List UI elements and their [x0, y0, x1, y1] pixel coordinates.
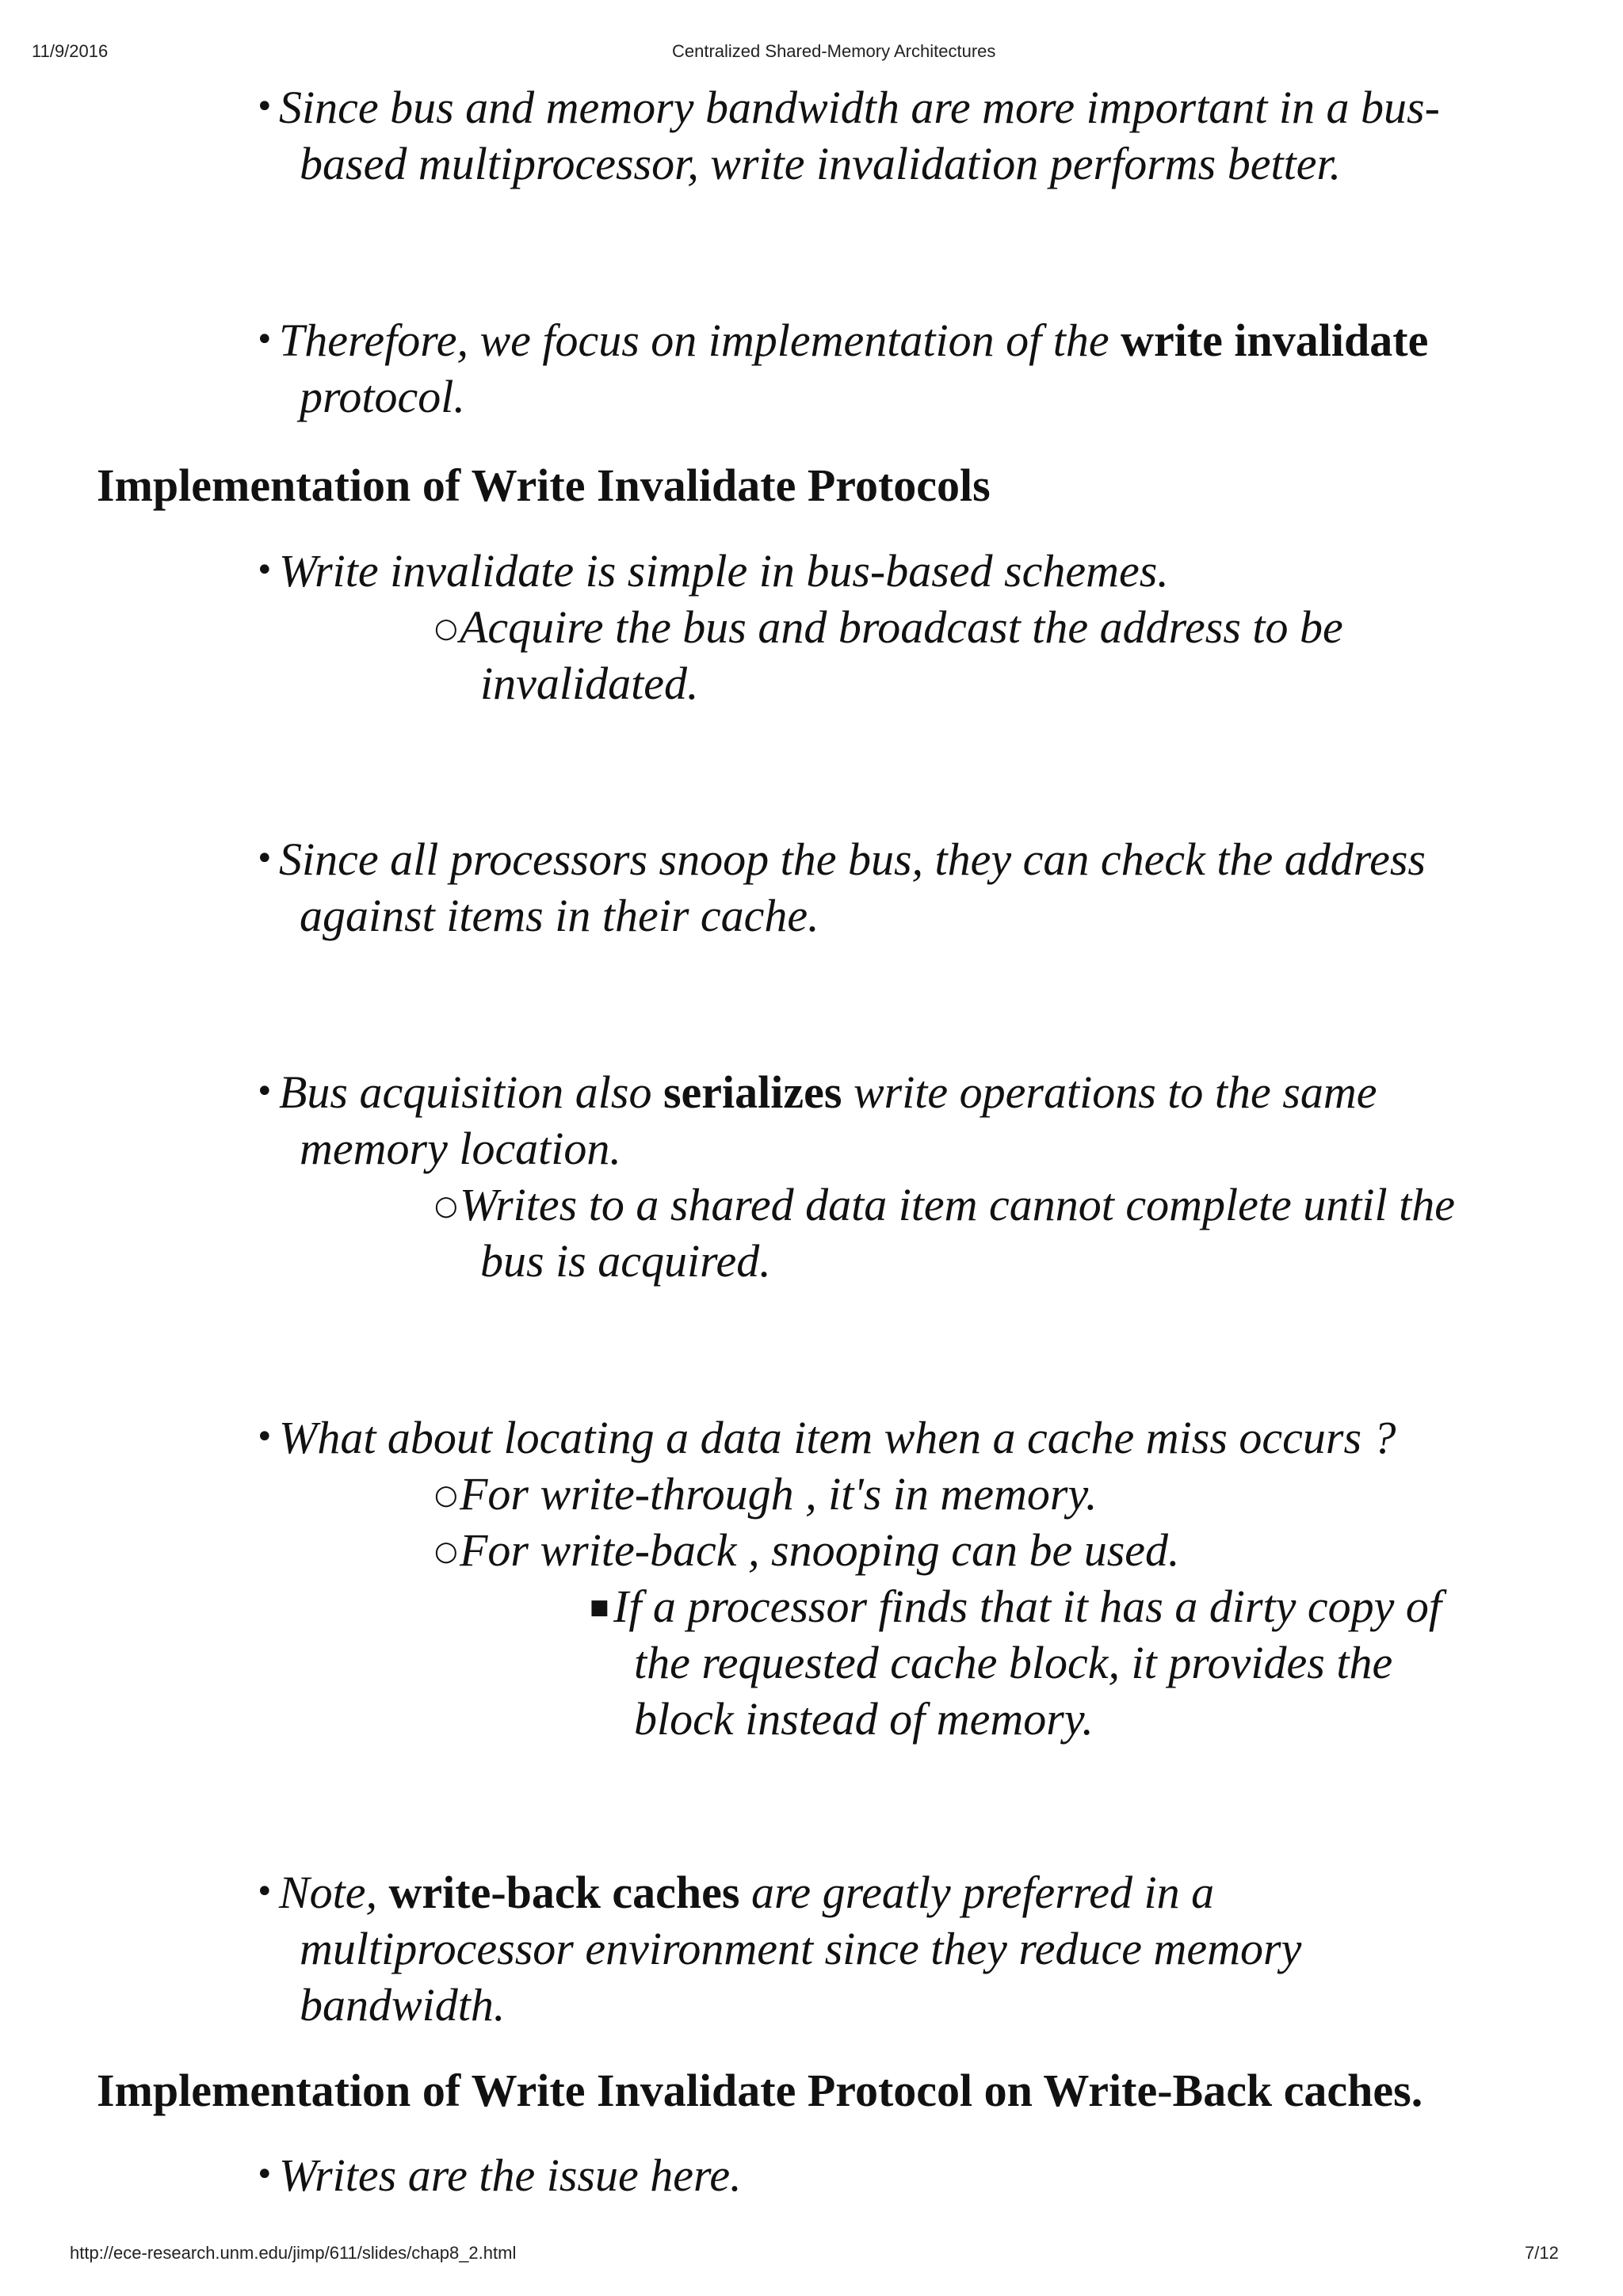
bullet-text: write operations to the same	[842, 1066, 1377, 1118]
sub-bullet-item	[434, 1466, 1098, 1522]
bullet-dot-icon: •	[255, 2157, 274, 2193]
bullet-item	[255, 2147, 742, 2203]
bullet-text: Writes are the issue here.	[279, 2149, 742, 2201]
bold-term: write-back caches	[388, 1867, 740, 1918]
bullet-text: protocol.	[300, 371, 465, 422]
bullet-text: invalidated.	[480, 658, 699, 709]
sub-bullet-item	[434, 1522, 1180, 1578]
sub-bullet-item	[434, 599, 1343, 711]
bullet-item	[255, 543, 1169, 599]
footer-url: http://ece-research.unm.edu/jimp/611/slides/chap8_2.html	[70, 2243, 517, 2263]
bullet-item	[255, 1864, 1302, 2033]
bullet-text: Note,	[279, 1867, 389, 1918]
bullet-text: What about locating a data item when a cache miss occurs ?	[279, 1412, 1396, 1463]
bullet-text: against items in their cache.	[300, 890, 819, 941]
bullet-text: For write-back , snooping can be used.	[460, 1524, 1180, 1576]
bold-term: write invalidate	[1121, 315, 1429, 366]
bullet-text: are greatly preferred in a	[739, 1867, 1215, 1918]
sub-sub-bullet-item	[590, 1578, 1442, 1747]
bullet-text: Since bus and memory bandwidth are more important in a bus-	[279, 82, 1440, 133]
bullet-dot-icon: •	[255, 552, 274, 589]
circle-bullet-icon: ○	[434, 1479, 458, 1511]
bullet-text: Therefore, we focus on implementation of the	[279, 315, 1121, 366]
square-bullet-icon: ■	[590, 1596, 609, 1619]
bullet-dot-icon: •	[255, 841, 274, 877]
bullet-dot-icon: •	[255, 322, 274, 358]
bullet-dot-icon: •	[255, 1074, 274, 1110]
bullet-text: For write-through , it's in memory.	[460, 1468, 1098, 1520]
bullet-text: the requested cache block, it provides the	[634, 1637, 1393, 1688]
bullet-text: multiprocessor environment since they reduce memory	[300, 1923, 1302, 1974]
bullet-item	[255, 312, 1429, 425]
bullet-text: Writes to a shared data item cannot complete until the	[460, 1179, 1455, 1230]
bullet-text: Since all processors snoop the bus, they can check the address	[279, 833, 1426, 885]
bullet-text: Bus acquisition also	[279, 1066, 663, 1118]
circle-bullet-icon: ○	[434, 1190, 458, 1222]
circle-bullet-icon: ○	[434, 612, 458, 644]
bullet-item	[255, 831, 1426, 944]
sub-bullet-item	[434, 1177, 1455, 1289]
bullet-text: bus is acquired.	[480, 1235, 771, 1287]
bullet-text: Acquire the bus and broadcast the address to be	[460, 601, 1343, 653]
bold-term: serializes	[663, 1066, 842, 1118]
bullet-item	[255, 79, 1440, 192]
circle-bullet-icon: ○	[434, 1535, 458, 1567]
bullet-text: If a processor finds that it has a dirty copy of	[613, 1581, 1442, 1632]
footer-page-number: 7/12	[1525, 2243, 1559, 2263]
bullet-item	[255, 1409, 1396, 1466]
header-date: 11/9/2016	[32, 41, 109, 61]
bullet-dot-icon: •	[255, 1874, 274, 1910]
bullet-text: block instead of memory.	[634, 1693, 1094, 1745]
bullet-text: based multiprocessor, write invalidation performs better.	[300, 138, 1342, 189]
bullet-dot-icon: •	[255, 1419, 274, 1455]
bullet-text: Write invalidate is simple in bus-based schemes.	[279, 545, 1169, 597]
section-heading: Implementation of Write Invalidate Protocols	[97, 460, 991, 511]
bullet-text: bandwidth.	[300, 1979, 506, 2031]
header-title: Centralized Shared-Memory Architectures	[672, 41, 996, 61]
bullet-dot-icon: •	[255, 89, 274, 125]
bullet-item	[255, 1064, 1377, 1177]
bullet-text: memory location.	[300, 1123, 621, 1174]
section-heading: Implementation of Write Invalidate Protocol on Write-Back caches.	[97, 2065, 1423, 2116]
